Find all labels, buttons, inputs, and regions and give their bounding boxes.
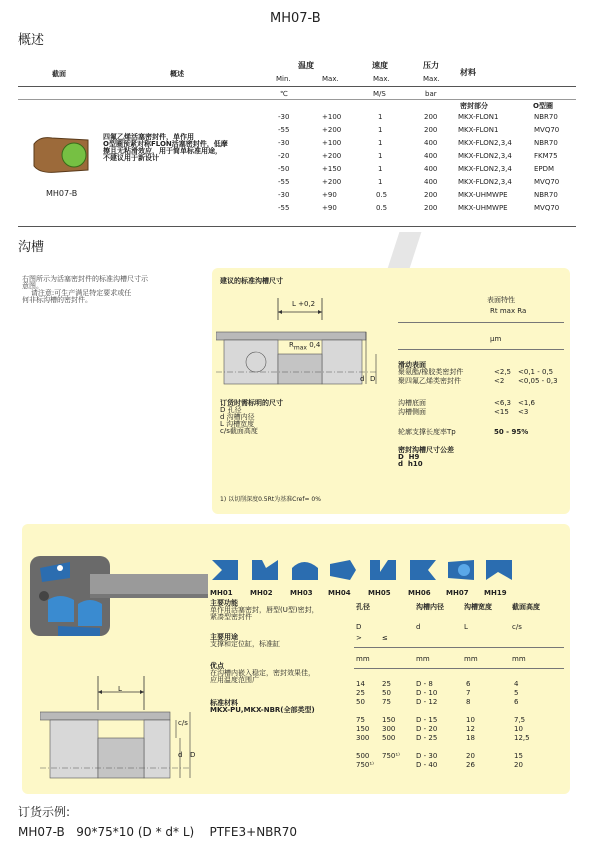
col-overview: 概述 xyxy=(170,70,184,78)
cell-le: 150 xyxy=(382,716,396,724)
cell-d: D - 8 xyxy=(416,680,433,688)
row-label: 沟槽底面 xyxy=(398,399,426,407)
cell-pressure: 200 xyxy=(424,191,438,199)
row-label: 聚四氟乙烯类密封件 xyxy=(398,377,461,385)
col-temp: 温度 xyxy=(298,61,314,70)
row-rt: <6,3 xyxy=(494,399,511,407)
cell-cs: 12,5 xyxy=(514,734,530,742)
cell-oring: MVQ70 xyxy=(534,178,560,186)
desc-line: O型圈预紧对称FLON活塞密封件，低摩 xyxy=(103,140,228,148)
legend-item: d 沟槽内径 xyxy=(220,413,255,421)
cell-part: MKX-FLON1 xyxy=(458,126,499,134)
row-rt: <2,5 xyxy=(494,368,511,376)
cell-L: 18 xyxy=(466,734,475,742)
intro-line: 意图。 xyxy=(22,282,43,290)
box1-title: 建议的标准沟槽尺寸 xyxy=(220,277,283,285)
table-row xyxy=(272,127,572,137)
profile-label-mh05: MH05 xyxy=(368,589,391,597)
cell-oring: NBR70 xyxy=(534,191,558,199)
cell-speed: 1 xyxy=(378,113,383,121)
advantage-block xyxy=(210,663,315,684)
temp-max: Max. xyxy=(322,75,339,83)
divider xyxy=(18,99,576,100)
profile-mh01-icon xyxy=(210,558,240,582)
col-speed: 速度 xyxy=(372,61,388,70)
divider xyxy=(398,349,564,350)
cell-part: MKX-FLON2,3,4 xyxy=(458,165,512,173)
desc-line: 不建议用于新设计 xyxy=(103,154,159,162)
cell-d: D - 25 xyxy=(416,734,438,742)
dim-r-label: R xyxy=(289,341,294,349)
tol-line: d h10 xyxy=(398,460,423,468)
divider xyxy=(18,86,576,87)
order-heading: 订货示例: xyxy=(18,805,71,819)
adv-line: 应用温度范围广 xyxy=(210,676,259,684)
cell-cs: 4 xyxy=(514,680,519,688)
cell-max: +200 xyxy=(322,152,342,160)
cell-pressure: 400 xyxy=(424,165,438,173)
cell-gt: 50 xyxy=(356,698,365,706)
col-pressure: 压力 xyxy=(423,61,439,70)
seal-profile-image xyxy=(30,134,92,180)
cell-cs: 10 xyxy=(514,725,523,733)
cell-min: -30 xyxy=(278,191,290,199)
cell-d: D - 10 xyxy=(416,689,438,697)
unit-pressure: bar xyxy=(425,90,437,98)
cell-L: 20 xyxy=(466,752,475,760)
cell-d: D - 15 xyxy=(416,716,438,724)
legend-block xyxy=(220,400,283,435)
cell-speed: 1 xyxy=(378,152,383,160)
bearing-label: 轮廓支撑长度率Tp xyxy=(398,428,456,436)
profile-label-mh02: MH02 xyxy=(250,589,273,597)
dim-l-lower: L xyxy=(118,685,122,693)
cell-part: MKX-FLON1 xyxy=(458,113,499,121)
col-width: 沟槽宽度 xyxy=(464,603,492,611)
dim-d-lower: d xyxy=(178,751,183,759)
page-title: MH07-B xyxy=(270,11,321,26)
cell-d: D - 12 xyxy=(416,698,438,706)
row-ra: <3 xyxy=(518,408,529,416)
dimension-rows xyxy=(354,681,564,781)
col-bore: 孔径 xyxy=(356,603,370,611)
cell-part: MKX-FLON2,3,4 xyxy=(458,152,512,160)
cell-min: -30 xyxy=(278,139,290,147)
cell-L: 10 xyxy=(466,716,475,724)
profile-mh07-icon xyxy=(446,558,476,582)
slide-row xyxy=(398,377,558,387)
tol-line: D H9 xyxy=(398,453,420,461)
tolerance-block xyxy=(398,447,454,468)
cell-d: D - 20 xyxy=(416,725,438,733)
dim-l: L +0,2 xyxy=(292,300,316,308)
cell-speed: 0.5 xyxy=(376,204,388,212)
cell-pressure: 400 xyxy=(424,178,438,186)
cell-L: 6 xyxy=(466,680,471,688)
tol-head: 密封沟槽尺寸公差 xyxy=(398,446,454,454)
cell-cs: 7,5 xyxy=(514,716,526,724)
desc-line: 擦且无粘滑效应，用于简单标准用途， xyxy=(103,147,222,155)
cell-L: 7 xyxy=(466,689,471,697)
cell-cs: 15 xyxy=(514,752,523,760)
row-ra: <0,05 - 0,3 xyxy=(518,377,558,385)
legend-item: L 沟槽宽度 xyxy=(220,420,255,428)
unit-mm: mm xyxy=(416,655,430,663)
legend-item: D 孔径 xyxy=(220,406,242,414)
profile-label-mh07: MH07 xyxy=(446,589,469,597)
cell-gt: 500 xyxy=(356,752,370,760)
function-block xyxy=(210,600,319,621)
profile-label-mh19: MH19 xyxy=(484,589,507,597)
cell-oring: MVQ70 xyxy=(534,126,560,134)
dim-D-lower: D xyxy=(190,751,196,759)
mat-line: MKX-PU,MKX-NBR(全部类型) xyxy=(210,706,315,714)
profile-mh03-icon xyxy=(290,558,320,582)
use-head: 主要用途 xyxy=(210,633,238,641)
cell-gt: 300 xyxy=(356,734,370,742)
surface-head: 表面特性 xyxy=(487,296,515,304)
use-block xyxy=(210,634,280,648)
cell-min: -30 xyxy=(278,113,290,121)
cell-pressure: 200 xyxy=(424,126,438,134)
row-ra: <1,6 xyxy=(518,399,535,407)
cell-speed: 0.5 xyxy=(376,191,388,199)
dim-r-sub: max xyxy=(293,344,307,352)
pressure-max: Max. xyxy=(423,75,440,83)
sub-cs: c/s xyxy=(512,623,522,631)
bearing-value: 50 - 95% xyxy=(494,428,529,436)
unit-mm: mm xyxy=(464,655,478,663)
col-material: 材料 xyxy=(460,68,476,77)
slide-head: 滑动表面 xyxy=(398,361,426,369)
cell-part: MKX-FLON2,3,4 xyxy=(458,178,512,186)
row-label: 沟槽侧面 xyxy=(398,408,426,416)
function-line: 单作用活塞密封，唇型(U型)密封， xyxy=(210,606,319,614)
profile-mh05-icon xyxy=(368,558,398,582)
cell-pressure: 200 xyxy=(424,113,438,121)
cell-part: MKX-UHMWPE xyxy=(458,191,508,199)
cell-le: 500 xyxy=(382,734,396,742)
table-row xyxy=(272,114,572,124)
profile-mh02-icon xyxy=(250,558,280,582)
cell-max: +90 xyxy=(322,204,337,212)
temp-min: Min. xyxy=(276,75,291,83)
profile-mh19-icon xyxy=(484,558,514,582)
assembly-drawing xyxy=(30,548,208,638)
cell-part: MKX-UHMWPE xyxy=(458,204,508,212)
cell-oring: MVQ70 xyxy=(534,204,560,212)
cell-gt: 75 xyxy=(356,716,365,724)
mat-head: 标准材料 xyxy=(210,699,238,707)
sub-le: ≤ xyxy=(382,634,388,642)
table-row xyxy=(354,735,564,744)
lower-groove-drawing xyxy=(40,676,206,786)
intro-line: 右图所示为活塞密封件的标准沟槽尺寸示 xyxy=(22,275,148,283)
cell-le: 750¹⁾ xyxy=(382,752,400,760)
cell-gt: 150 xyxy=(356,725,370,733)
cell-cs: 20 xyxy=(514,761,523,769)
adv-line: 在沟槽内嵌入稳定，密封效果佳， xyxy=(210,669,315,677)
cell-min: -50 xyxy=(278,165,290,173)
cell-d: D - 30 xyxy=(416,752,438,760)
dim-d-small: d xyxy=(360,375,365,383)
divider xyxy=(398,322,564,323)
profile-label: MH07-B xyxy=(46,189,78,198)
table-row xyxy=(272,179,572,189)
cell-max: +100 xyxy=(322,113,342,121)
sub-gt: > xyxy=(356,634,362,642)
table-row xyxy=(354,699,564,708)
row-ra: <0,1 - 0,5 xyxy=(518,368,554,376)
cell-speed: 1 xyxy=(378,139,383,147)
dim-r-value: 0,4 xyxy=(309,341,321,349)
function-line: 紧凑型密封件 xyxy=(210,613,252,621)
profile-mh04-icon xyxy=(328,558,358,582)
dim-r xyxy=(289,342,320,351)
cell-le: 50 xyxy=(382,689,391,697)
groove-row xyxy=(398,408,529,418)
table-row xyxy=(272,205,572,215)
intro-line: 请注意:可生产满足特定要求或任 xyxy=(22,289,132,297)
cell-gt: 750¹⁾ xyxy=(356,761,374,769)
profile-mh06-icon xyxy=(408,558,438,582)
material-block xyxy=(210,700,315,714)
divider xyxy=(354,647,564,648)
cell-oring: NBR70 xyxy=(534,139,558,147)
groove-heading: 沟槽 xyxy=(18,240,45,255)
groove-surface-block xyxy=(398,399,535,418)
cell-oring: EPDM xyxy=(534,165,555,173)
cell-speed: 1 xyxy=(378,165,383,173)
legend-title: 订货时需标明的尺寸 xyxy=(220,399,283,407)
cell-L: 26 xyxy=(466,761,475,769)
cell-pressure: 400 xyxy=(424,139,438,147)
mat-oring-head: O型圈 xyxy=(533,102,553,110)
cell-min: -55 xyxy=(278,178,290,186)
cell-pressure: 200 xyxy=(424,204,438,212)
cell-cs: 5 xyxy=(514,689,519,697)
slide-block xyxy=(398,361,558,387)
divider xyxy=(354,668,564,669)
row-rt: <15 xyxy=(494,408,509,416)
cell-min: -55 xyxy=(278,126,290,134)
table-row xyxy=(272,140,572,150)
cell-speed: 1 xyxy=(378,178,383,186)
table-row xyxy=(354,762,564,771)
cell-L: 12 xyxy=(466,725,475,733)
surface-cols: Rt max Ra xyxy=(490,307,527,315)
cell-oring: NBR70 xyxy=(534,113,558,121)
cell-min: -20 xyxy=(278,152,290,160)
intro-line: 何非标沟槽的密封件。 xyxy=(22,296,92,304)
adv-head: 优点 xyxy=(210,662,224,670)
use-line: 支撑和定位缸，标准缸 xyxy=(210,640,280,648)
cell-speed: 1 xyxy=(378,126,383,134)
cell-le: 25 xyxy=(382,680,391,688)
col-inner: 沟槽内径 xyxy=(416,603,444,611)
profile-label-mh03: MH03 xyxy=(290,589,313,597)
order-example: MH07-B 90*75*10 (D * d* L) PTFE3+NBR70 xyxy=(18,825,298,839)
cell-max: +200 xyxy=(322,178,342,186)
table-row xyxy=(272,153,572,163)
cell-L: 8 xyxy=(466,698,471,706)
cell-d: D - 40 xyxy=(416,761,438,769)
sub-d: d xyxy=(416,623,421,631)
cell-max: +200 xyxy=(322,126,342,134)
overview-heading: 概述 xyxy=(18,33,45,48)
dim-cs: c/s xyxy=(178,719,188,727)
table-row xyxy=(272,166,572,176)
speed-max: Max. xyxy=(373,75,390,83)
unit-mm: mm xyxy=(512,655,526,663)
cell-min: -55 xyxy=(278,204,290,212)
legend-item: c/s截面高度 xyxy=(220,427,258,435)
unit-mm: mm xyxy=(356,655,370,663)
table-row xyxy=(272,192,572,202)
profile-label-mh01: MH01 xyxy=(210,589,233,597)
cell-cs: 6 xyxy=(514,698,519,706)
col-cs: 截面高度 xyxy=(512,603,540,611)
mat-part-head: 密封部分 xyxy=(460,102,488,110)
cell-max: +90 xyxy=(322,191,337,199)
box1-footnote: 1) 以切削深度0.5Rt为基准Cref= 0% xyxy=(220,496,321,503)
function-head: 主要功能 xyxy=(210,599,238,607)
cell-pressure: 400 xyxy=(424,152,438,160)
unit-speed: M/S xyxy=(373,90,386,98)
surface-unit: μm xyxy=(490,335,502,343)
sub-L: L xyxy=(464,623,468,631)
col-section: 截面 xyxy=(52,70,66,78)
profile-label-mh06: MH06 xyxy=(408,589,431,597)
desc-line: 四氟乙烯活塞密封件，单作用 xyxy=(103,133,194,141)
row-label: 聚氨酯/橡胶类密封件 xyxy=(398,368,464,376)
seal-description xyxy=(103,134,228,162)
cell-gt: 25 xyxy=(356,689,365,697)
dim-d-big: D xyxy=(370,375,376,383)
table-row xyxy=(354,753,564,762)
cell-max: +150 xyxy=(322,165,342,173)
groove-intro xyxy=(22,276,148,304)
row-rt: <2 xyxy=(494,377,505,385)
cell-le: 300 xyxy=(382,725,396,733)
cell-part: MKX-FLON2,3,4 xyxy=(458,139,512,147)
divider xyxy=(18,226,576,227)
cell-max: +100 xyxy=(322,139,342,147)
cell-gt: 14 xyxy=(356,680,365,688)
unit-temp: ℃ xyxy=(280,90,288,98)
cell-oring: FKM75 xyxy=(534,152,558,160)
cell-le: 75 xyxy=(382,698,391,706)
profile-label-mh04: MH04 xyxy=(328,589,351,597)
sub-D: D xyxy=(356,623,362,631)
